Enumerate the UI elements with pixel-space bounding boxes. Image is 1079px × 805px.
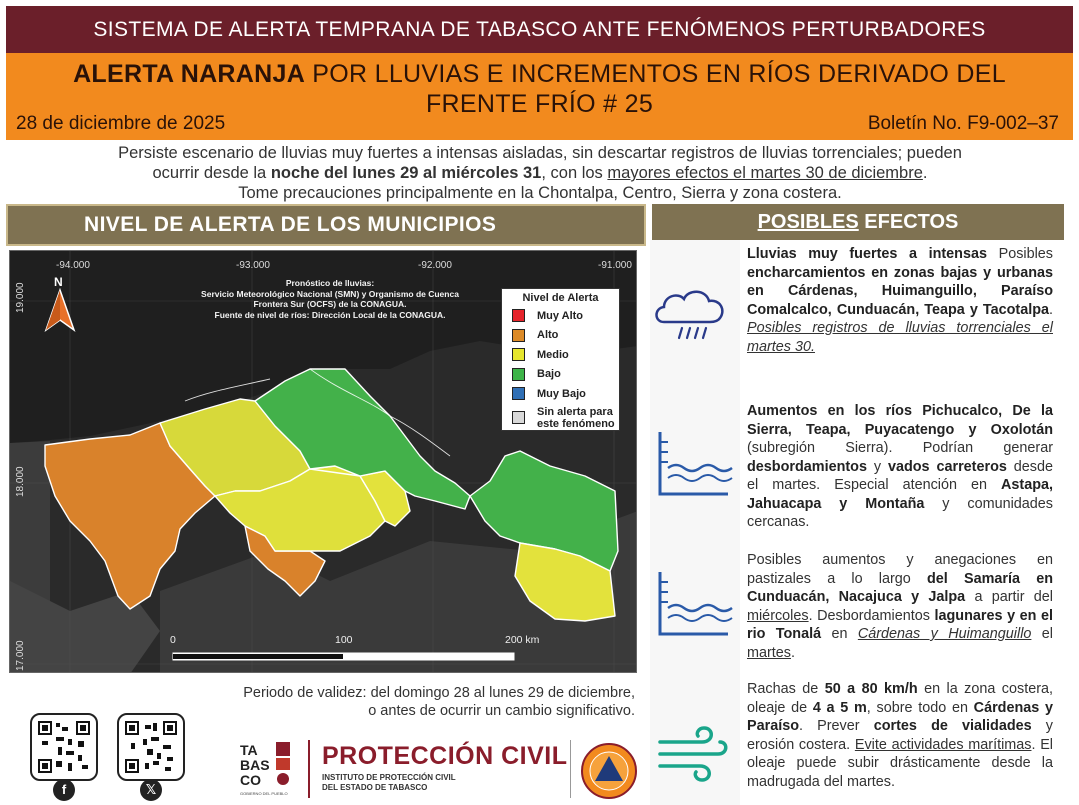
lon-label: -94.000 bbox=[56, 260, 90, 271]
alert-title-line2: FRENTE FRÍO # 25 bbox=[425, 90, 654, 118]
effect-bold: del Samaría en Cunduacán, Nacajuca y Jalpa bbox=[747, 570, 1053, 605]
intro-text bbox=[20, 143, 1060, 203]
effect-bold: lagunares y en el rio Tonalá bbox=[747, 607, 1054, 642]
legend-swatch bbox=[512, 411, 525, 424]
legend-item bbox=[502, 326, 619, 346]
map-source-note bbox=[170, 278, 490, 320]
effect-rain-zones: encharcamientos en zonas bajas y urbanas en Cárdenas, Huimanguillo, Paraíso Comalcalco, Cunduacán, Teapa y Tacotalpa bbox=[747, 264, 1053, 318]
effect-rivers-title: Aumentos en los ríos Pichucalco, De la Sierra, Teapa, Puyacatengo y Oxolotán bbox=[747, 403, 1053, 438]
north-label: N bbox=[54, 275, 63, 289]
effect-bold: 50 a 80 km/h bbox=[824, 681, 918, 697]
legend-item bbox=[502, 384, 619, 404]
effect-text: (subregión Sierra). Podrían generar bbox=[747, 440, 1053, 456]
effect-text: y comunidades cercanas. bbox=[747, 495, 1053, 530]
map-legend bbox=[501, 288, 620, 431]
intro-dates: noche del lunes 29 al miércoles 31 bbox=[270, 164, 542, 182]
legend-title: Nivel de Alerta bbox=[522, 292, 599, 304]
effect-text: . El oleaje puede subir drásticamente desde la madrugada del martes. bbox=[747, 736, 1054, 790]
lon-label: -91.000 bbox=[598, 260, 632, 271]
facebook-icon[interactable]: f bbox=[53, 779, 75, 801]
validity-line2: o antes de ocurrir un cambio significativo. bbox=[368, 703, 635, 719]
effect-rain-torrential: Posibles registros de lluvias torrenciales el martes 30. bbox=[747, 320, 1053, 355]
alert-banner bbox=[6, 53, 1073, 140]
system-title: SISTEMA DE ALERTA TEMPRANA DE TABASCO ANTE FENÓMENOS PERTURBADORES bbox=[6, 6, 1073, 53]
effect-text: . Prever bbox=[799, 718, 874, 734]
bulletin-number: Boletín No. F9-002–37 bbox=[867, 113, 1059, 134]
effect-text: . bbox=[1049, 301, 1053, 318]
effect-flooding bbox=[747, 551, 1053, 662]
effect-text: Posibles bbox=[986, 246, 1053, 262]
legend-label: Muy Alto bbox=[537, 309, 584, 322]
intro-line3: Tome precauciones principalmente en la Chontalpa, Centro, Sierra y zona costera. bbox=[238, 184, 842, 202]
lon-label: -92.000 bbox=[418, 260, 452, 271]
scale-label: 100 bbox=[335, 634, 353, 646]
section-title-nivel: NIVEL DE ALERTA DE LOS MUNICIPIOS bbox=[6, 204, 646, 246]
effect-text: desde el martes. Especial atención en bbox=[747, 458, 1053, 493]
section-title-efectos-underlined: POSIBLES bbox=[757, 211, 859, 233]
x-icon[interactable]: 𝕏 bbox=[140, 779, 162, 801]
effect-bold: Astapa, Jahuacapa y Montaña bbox=[747, 477, 1053, 512]
water-level-icon bbox=[654, 428, 734, 500]
lat-label: 18.000 bbox=[15, 466, 26, 497]
effect-text: , sobre todo en bbox=[866, 699, 974, 716]
legend-swatch bbox=[512, 387, 525, 400]
effect-text: a partir del bbox=[965, 589, 1053, 605]
logo-caption: GOBIERNO DEL PUEBLO bbox=[240, 791, 288, 796]
effect-text: en la zona costera, oleaje de bbox=[747, 681, 1053, 716]
alert-title-line1: POR LLUVIAS E INCREMENTOS EN RÍOS DERIVADO DEL bbox=[305, 60, 1006, 88]
effect-bold: 4 a 5 m bbox=[812, 699, 867, 716]
logo-text: CO bbox=[240, 772, 261, 788]
effect-text: y erosión costera. bbox=[747, 718, 1053, 753]
effect-underline: miércoles bbox=[747, 607, 809, 624]
effect-underline: Cárdenas y Huimanguillo bbox=[857, 626, 1032, 642]
legend-label: Alto bbox=[537, 329, 559, 342]
intro-max-effects: mayores efectos el martes 30 de diciembre bbox=[607, 164, 923, 182]
map-source-line: Fuente de nivel de ríos: Dirección Local de la CONAGUA. bbox=[214, 309, 446, 320]
legend-label: Bajo bbox=[537, 368, 561, 381]
effect-bold: vados carreteros bbox=[887, 458, 1007, 475]
legend-swatch bbox=[512, 348, 525, 361]
rain-cloud-icon bbox=[652, 284, 732, 346]
effect-underline: martes bbox=[747, 644, 791, 661]
legend-none-line1: Sin alerta para bbox=[537, 405, 613, 418]
effect-text: el bbox=[1031, 626, 1053, 642]
effect-bold: desbordamientos bbox=[747, 458, 867, 475]
effect-bold: cortes de vialidades bbox=[873, 718, 1032, 734]
scale-label: 200 km bbox=[505, 634, 540, 646]
legend-item bbox=[502, 306, 619, 326]
intro-line2c: , con los bbox=[541, 164, 608, 182]
intro-line2a: ocurrir desde la bbox=[152, 164, 271, 182]
footer-divider bbox=[308, 740, 310, 798]
pc-sub-line: INSTITUTO DE PROTECCIÓN CIVIL bbox=[322, 773, 456, 782]
effect-wind bbox=[747, 680, 1053, 791]
effect-rain bbox=[747, 245, 1053, 356]
alert-level: ALERTA NARANJA bbox=[73, 60, 306, 88]
logo-text: TA bbox=[240, 742, 258, 758]
qr-code-x[interactable] bbox=[117, 713, 185, 781]
map-source-line: Servicio Meteorológico Nacional (SMN) y Organismo de Cuenca bbox=[201, 288, 459, 299]
effect-rivers bbox=[747, 402, 1053, 532]
footer-divider bbox=[570, 740, 571, 798]
effect-text: Rachas de bbox=[747, 681, 825, 697]
effect-bold: Cárdenas y Paraíso bbox=[747, 699, 1053, 734]
effect-text: . Desbordamientos bbox=[808, 607, 935, 624]
intro-line1: Persiste escenario de lluvias muy fuertes a intensas aisladas, sin descartar registros de lluvias torrenciales; pueden bbox=[118, 144, 962, 162]
legend-item bbox=[502, 345, 619, 365]
proteccion-civil-title: PROTECCIÓN CIVIL bbox=[322, 742, 568, 770]
validity-note bbox=[150, 684, 635, 720]
section-title-efectos bbox=[652, 204, 1064, 240]
effect-rain-title: Lluvias muy fuertes a intensas bbox=[747, 246, 987, 262]
alert-title bbox=[6, 59, 1073, 119]
effect-text: Posibles aumentos y anegaciones en pastizales a lo largo bbox=[747, 552, 1053, 587]
legend-label: Medio bbox=[537, 348, 569, 361]
map-source-line: Frontera Sur (OCFS) de la CONAGUA. bbox=[253, 299, 407, 309]
wind-icon bbox=[656, 724, 732, 784]
bulletin-date: 28 de diciembre de 2025 bbox=[16, 113, 226, 134]
lon-label: -93.000 bbox=[236, 260, 270, 271]
legend-swatch bbox=[512, 368, 525, 381]
water-level-icon bbox=[654, 568, 734, 640]
legend-item bbox=[502, 365, 619, 385]
legend-swatch bbox=[512, 329, 525, 342]
effect-text: . bbox=[790, 644, 795, 661]
validity-line1: Periodo de validez: del domingo 28 al lunes 29 de diciembre, bbox=[243, 685, 635, 701]
legend-swatch bbox=[512, 309, 525, 322]
legend-label: Muy Bajo bbox=[537, 387, 586, 400]
legend-item bbox=[502, 404, 619, 432]
map-source-line: Pronóstico de lluvias: bbox=[285, 278, 375, 288]
north-arrow-icon bbox=[42, 274, 78, 334]
logo-text: BAS bbox=[240, 757, 270, 773]
lat-label: 17.000 bbox=[15, 640, 26, 671]
effect-text: y bbox=[866, 458, 888, 475]
section-title-efectos-rest: EFECTOS bbox=[858, 211, 959, 233]
effect-underline: Evite actividades marítimas bbox=[854, 736, 1032, 753]
lat-label: 19.000 bbox=[15, 282, 26, 313]
proteccion-civil-subtitle bbox=[322, 773, 456, 793]
legend-label bbox=[537, 406, 615, 430]
scale-label: 0 bbox=[170, 634, 176, 646]
proteccion-civil-seal-icon bbox=[580, 742, 638, 800]
legend-none-line2: este fenómeno bbox=[537, 417, 615, 430]
effect-text: en bbox=[821, 626, 858, 642]
qr-code-facebook[interactable] bbox=[30, 713, 98, 781]
tabasco-logo bbox=[238, 737, 298, 797]
intro-line2e: . bbox=[922, 164, 928, 182]
pc-sub-line: DEL ESTADO DE TABASCO bbox=[322, 783, 428, 792]
